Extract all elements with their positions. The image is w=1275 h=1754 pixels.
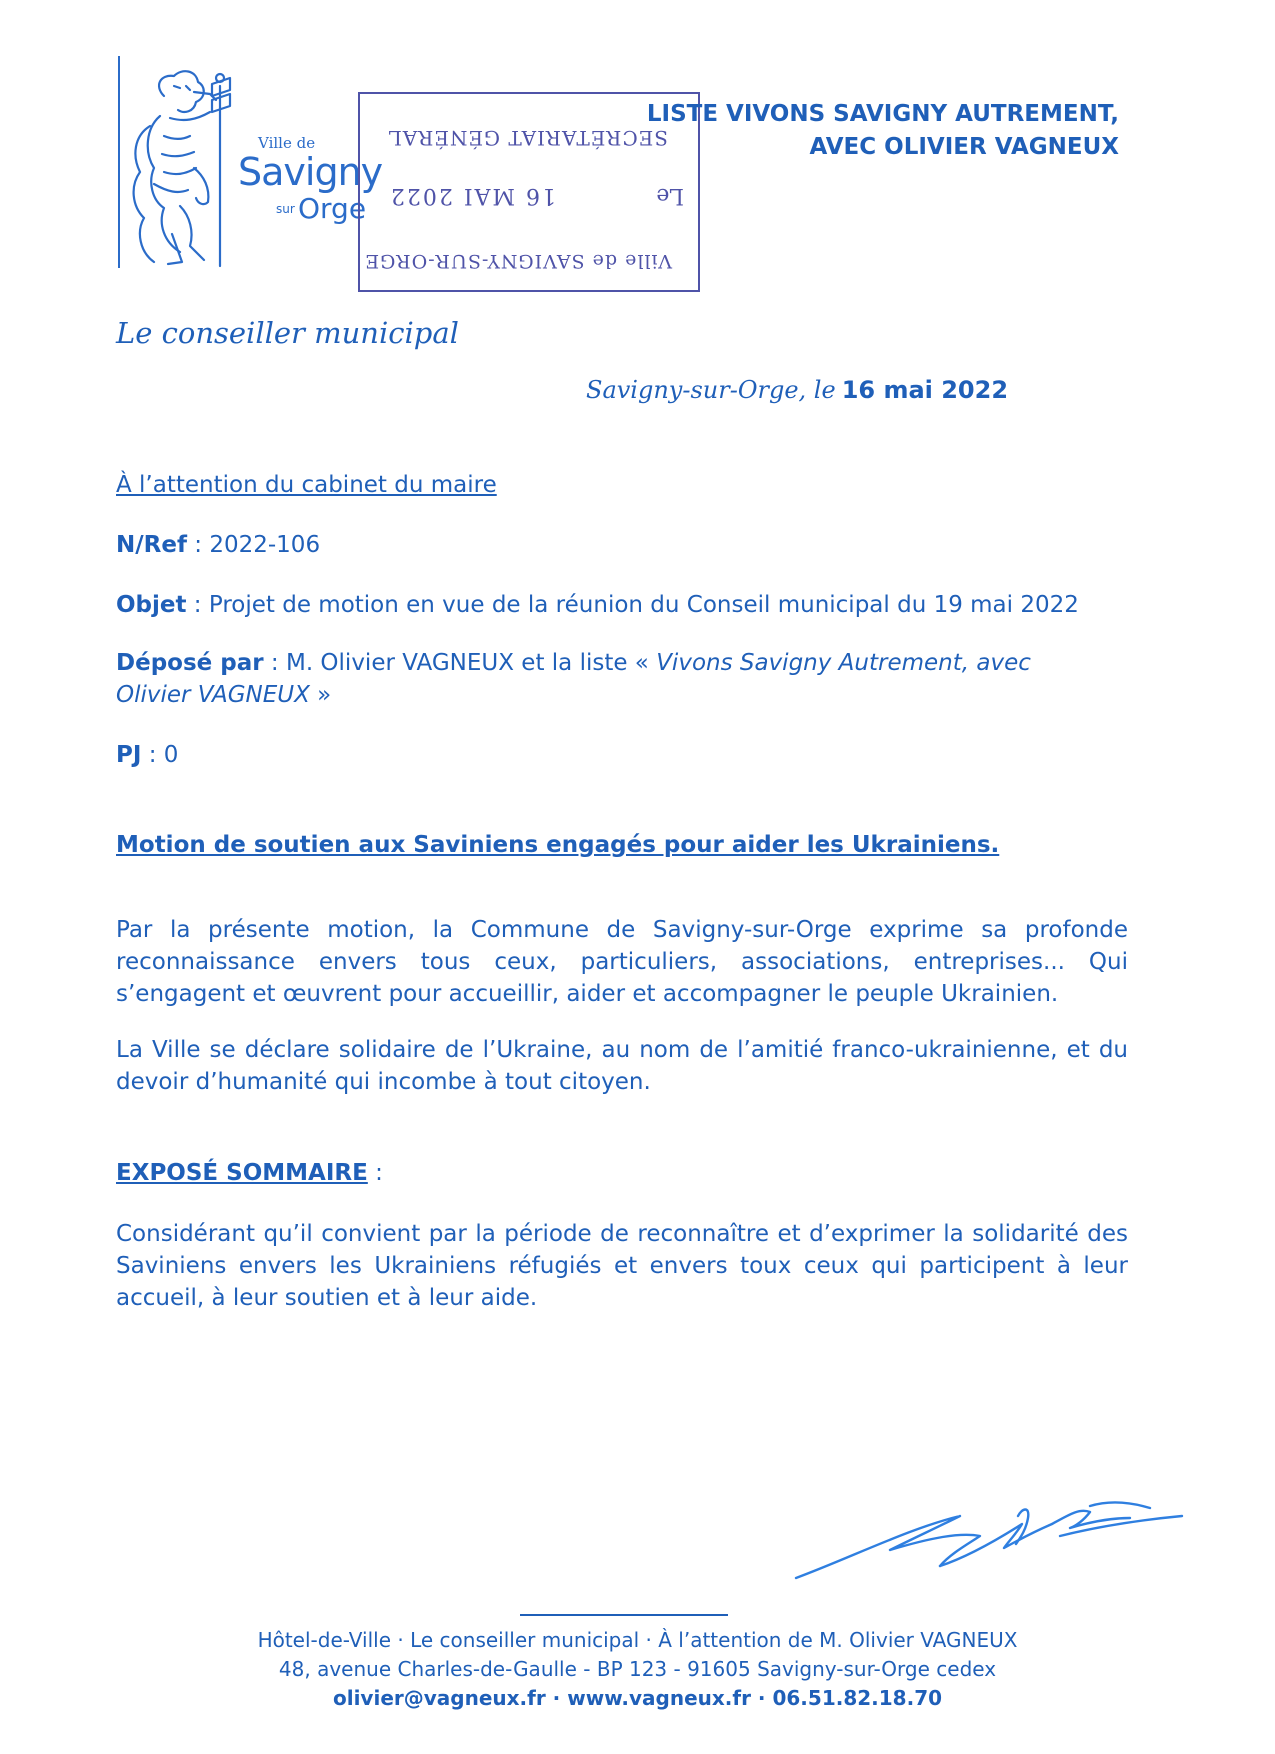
footer-sep-2: ·: [750, 1686, 773, 1710]
objet-line: [116, 592, 1079, 618]
list-header-line1: LISTE VIVONS SAVIGNY AUTREMENT,: [646, 101, 1119, 127]
depose-line-2: [116, 682, 331, 708]
ref-line: [116, 532, 320, 558]
stamp-le: Le: [656, 183, 684, 208]
handwritten-signature: [790, 1478, 1190, 1588]
footer-line-2: 48, avenue Charles-de-Gaulle - BP 123 - 91605 Savigny-sur-Orge cedex: [278, 1657, 997, 1681]
logo-sur: sur: [276, 202, 295, 216]
ref-sep: :: [186, 532, 210, 558]
depose-list-name-1: Vivons Savigny Autrement, avec: [656, 650, 1031, 676]
pj-sep: :: [141, 742, 164, 768]
depose-sep: :: [263, 650, 286, 676]
depose-value: M. Olivier VAGNEUX et la liste «: [285, 650, 657, 676]
depose-list-name-2: Olivier VAGNEUX: [116, 682, 310, 708]
stamp-department: SECRÉTARIAT GÉNÉRAL: [387, 126, 668, 150]
dateline: [586, 376, 1008, 404]
logo-savigny: Savigny: [238, 150, 383, 194]
footer-phone[interactable]: 06.51.82.18.70: [772, 1686, 943, 1710]
logo-divider: [118, 56, 120, 268]
footer-email[interactable]: olivier@vagneux.fr: [332, 1686, 546, 1710]
list-header: [647, 98, 1119, 164]
expose-suffix: :: [367, 1160, 383, 1186]
attention-line: À l’attention du cabinet du maire: [116, 472, 497, 498]
pj-label: PJ: [116, 742, 142, 768]
dateline-place: Savigny-sur-Orge, le: [586, 376, 836, 404]
depose-label: Déposé par: [116, 650, 264, 676]
depose-line: [116, 650, 1031, 676]
dateline-date: 16 mai 2022: [841, 376, 1009, 404]
logo-ville-de: Ville de: [258, 134, 316, 152]
sender-title: Le conseiller municipal: [116, 316, 459, 350]
stamp-date: 16 MAI 2022: [388, 183, 556, 208]
logo-orge: Orge: [298, 192, 367, 225]
list-header-line2: AVEC OLIVIER VAGNEUX: [809, 134, 1119, 160]
expose-heading: [116, 1160, 383, 1186]
objet-sep: :: [186, 592, 209, 618]
depose-end: »: [309, 682, 332, 708]
lion-crest-icon: [124, 56, 234, 271]
motion-title: Motion de soutien aux Saviniens engagés pour aider les Ukrainiens.: [116, 832, 1000, 858]
footer-divider: [520, 1614, 728, 1616]
ref-value: 2022-106: [209, 532, 321, 558]
expose-paragraph: Considérant qu’il convient par la période de reconnaître et d’exprimer la solidarité des Saviniens envers les Ukrainiens réfugiés et envers toux ceux qui participent à leur accueil, à leur soutien et à leur aide.: [116, 1221, 1128, 1311]
ref-label: N/Ref: [116, 532, 187, 558]
footer-contact: [0, 1684, 1275, 1713]
expose-title: EXPOSÉ SOMMAIRE: [116, 1160, 368, 1186]
pj-line: [116, 742, 178, 768]
footer-website[interactable]: www.vagneux.fr: [567, 1686, 751, 1710]
motion-paragraph-1: Par la présente motion, la Commune de Savigny-sur-Orge exprime sa profonde reconnaissance envers tous ceux, particuliers, associations, entreprises... Qui s’engagent et œuvrent pour accueillir, aider et accompagner le peuple Ukrainien.: [116, 917, 1128, 1007]
objet-label: Objet: [116, 592, 187, 618]
stamp-city: Ville de SAVIGNY-SUR-ORGE: [364, 250, 672, 272]
motion-paragraph-2: La Ville se déclare solidaire de l’Ukraine, au nom de l’amitié franco-ukrainienne, et du devoir d’humanité qui incombe à tout citoyen.: [116, 1037, 1128, 1095]
footer-line-1: Hôtel-de-Ville · Le conseiller municipal · À l’attention de M. Olivier VAGNEUX: [257, 1628, 1018, 1652]
footer-sep-1: ·: [545, 1686, 568, 1710]
objet-value: Projet de motion en vue de la réunion du Conseil municipal du 19 mai 2022: [208, 592, 1079, 618]
pj-value: 0: [163, 742, 179, 768]
